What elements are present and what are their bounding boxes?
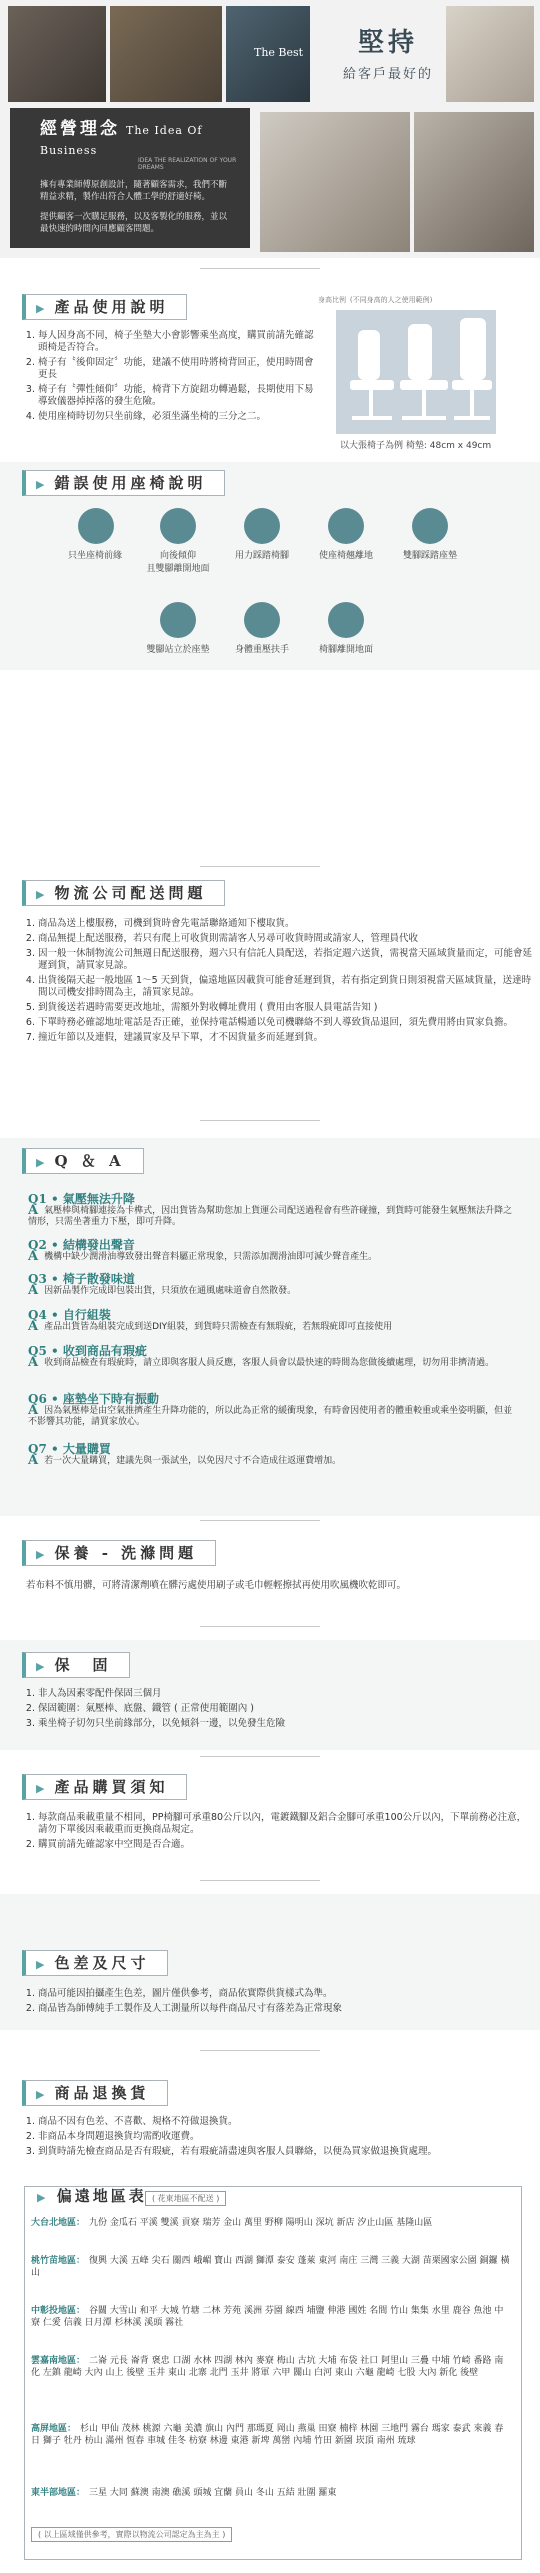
list-item: 4. 使用座椅時切勿只坐前緣，必須坐滿坐椅的三分之二。	[38, 411, 318, 423]
qa-answer: A 收到商品檢查有瑕疵時，請立即與客服人員反應，客服人員會以最快速的時間為您做後續處理，切勿用非擠清過。	[28, 1355, 495, 1370]
list-item: 1. 非人為因素零配件保固三個月	[38, 1688, 538, 1700]
icon-label: 雙腳站立於座墊	[146, 645, 210, 655]
sewing-photo	[260, 112, 410, 252]
craftsman-photo	[110, 6, 222, 102]
remote-areas-note: ( 花東地區不配送 )	[145, 2191, 226, 2206]
color-list	[22, 1988, 528, 2018]
sit-front-edge-icon	[78, 508, 114, 544]
chair-silhouette-icon	[336, 310, 496, 434]
kneel-on-seat-icon	[244, 508, 280, 544]
qa-answer: A 氣壓棒與椅腳連接為卡榫式，因出貨皆為幫助您加上貨運公司配送過程會有些許碰撞，到貨時可能發生氣壓無法升降之情形，只需坐著重力下壓，即可升降。	[28, 1203, 513, 1227]
idea-subtitle: IDEA THE REALIZATION OF YOUR DREAMS	[138, 157, 237, 171]
lean-back-icon	[160, 508, 196, 544]
list-item: 1. 商品可能因拍攝產生色差，圖片僅供參考，商品依實際供貨樣式為準。	[38, 1988, 528, 2000]
section-qa-heading: ▶ Q ＆ A	[22, 1148, 144, 1174]
qa-question: Q3 • 椅子散發味道	[28, 1272, 135, 1286]
idea-paragraph-1: 擁有專業師傅原創設計，隨著顧客需求，我們不斷精益求精，製作出符合人體工學的舒適好椅。	[40, 180, 228, 202]
office-photo	[446, 6, 534, 102]
icon-label: 向後傾仰 且雙腳離開地面	[146, 551, 210, 574]
section-purchase-heading: ▶ 產品購買須知	[22, 1774, 187, 1800]
list-item: 6. 下單時務必確認地址電話是否正確，並保持電話暢通以免司機聯絡不到人導致貨品退回，須先費用將由買家負擔。	[38, 1017, 538, 1029]
qa-answer: A 因為氣壓棒是由空氣推擠產生升降功能的，所以此為正常的緩衝現象，有時會因使用者的體重較重或乘坐姿明顯，但並不影響其功能，請買家放心。	[28, 1403, 513, 1427]
list-item: 2. 非商品本身問題退換貨均需酌收運費。	[38, 2131, 528, 2143]
section-wrong-usage-heading: ▶ 錯誤使用座椅說明	[22, 470, 225, 496]
section-warranty-heading: ▶ 保 固	[22, 1652, 130, 1678]
qa-question: Q4 • 自行組裝	[28, 1308, 111, 1322]
remote-row: 東半部地區： 三星 大同 蘇澳 南澳 礁溪 頭城 宜蘭 員山 冬山 五結 壯圍 羅東	[31, 2488, 337, 2498]
purchase-list	[22, 1812, 528, 1854]
icon-label: 椅腳離開地面	[318, 645, 373, 655]
list-item: 3. 椅子有〝彈性傾仰〞功能，椅背下方旋鈕功轉過鬆，長期使用下易導致儀器掉掉落的發生危險。	[38, 384, 318, 408]
returns-list	[22, 2116, 528, 2161]
feet-on-seat-icon	[412, 508, 448, 544]
stand-on-seat-icon	[160, 602, 196, 638]
divider	[200, 1756, 320, 1757]
icon-label: 雙腳踩踏座墊	[402, 551, 457, 561]
qa-answer: A 若一次大量購買，建議先與一張試坐，以免因尺寸不合造成往返運費增加。	[28, 1453, 342, 1468]
list-item: 1. 商品不因有色差、不喜歡、規格不符做退換貨。	[38, 2116, 528, 2128]
best-label: The Best	[254, 46, 304, 59]
remote-row: 中彰投地區： 谷關 大雪山 和平 大城 竹塘 二林 芳苑 溪洲 芬園 線西 埔鹽 伸港 國姓 名間 竹山 集集 水里 鹿谷 魚池 中寮 仁愛 信義 日月潭 杉林溪 溪頭 霧社	[31, 2306, 504, 2328]
chair-size-illustration	[336, 310, 496, 434]
list-item: 1. 每款商品乘載重量不相同，PP椅腳可承重80公斤以內，電鍍鐵腳及鋁合金腳可承重100公斤以內，下單前務必注意，請勿下單後因乘載重而更換商品規定。	[38, 1812, 528, 1836]
lean-on-armrest-icon	[244, 602, 280, 638]
section-shipping-heading: ▶ 物流公司配送問題	[22, 880, 225, 906]
qa-answer: A 機構中缺少潤滑油導致發出聲音料屬正常現象，只需添加潤滑油即可減少聲音產生。	[28, 1249, 378, 1264]
hero-title-big: 堅持	[357, 28, 418, 58]
divider	[200, 2050, 320, 2051]
divider	[200, 1626, 320, 1627]
divider	[200, 1520, 320, 1521]
list-item: 2. 椅子有〝後仰固定〞功能，建議不使用時將椅背回正，使用時間會更長	[38, 357, 318, 381]
section-care-heading: ▶ 保養 - 洗滌問題	[22, 1540, 216, 1566]
remote-row: 雲嘉南地區： 二崙 元長 崙背 褒忠 口湖 水林 四湖 林內 麥寮 梅山 古坑 大埔 布袋 社口 阿里山 三疊 中埔 竹崎 番路 南化 左鎮 龍崎 大內 山上 後壁 玉井 東山 北寨 北門 玉井 將軍 六甲 關山 白河 東山 六龜 龍崎 七股 大內 新化 後壁	[31, 2356, 504, 2378]
list-item: 3. 乘坐椅子切勿只坐前緣部分，以免傾斜一邊，以免發生危險	[38, 1718, 538, 1730]
qa-question: Q5 • 收到商品有瑕疵	[28, 1344, 147, 1358]
list-item: 5. 到貨後送若遇時需要更改地址，需額外對收轉址費用 ( 費用由客服人員電話告知 )	[38, 1002, 538, 1014]
icon-label: 只坐座椅前緣	[67, 551, 122, 561]
list-item: 3. 到貨時請先檢查商品是否有瑕疵，若有瑕疵請盡速與客服人員聯絡，以便為買家做退換貨處理。	[38, 2146, 528, 2158]
warranty-list	[22, 1688, 538, 1733]
chair-photo	[414, 112, 534, 252]
list-item: 2. 購買前請先確認家中空間是否合適。	[38, 1839, 528, 1851]
shipping-list	[22, 918, 538, 1047]
remote-areas-footnote: ( 以上區域僅供參考，實際以物流公司認定為主為主 )	[31, 2527, 232, 2542]
idea-paragraph-2: 提供顧客一次購足服務，以及客製化的服務，並以最快速的時間內回應顧客問題。	[40, 212, 228, 234]
divider	[200, 1120, 320, 1121]
remote-row: 高屏地區： 杉山 甲仙 茂林 桃源 六龜 美濃 旗山 內門 那瑪夏 岡山 燕巢 田寮 楠梓 林園 三地門 霧台 瑪家 泰武 來義 春日 獅子 牡丹 枋山 滿州 恆春 車城 佳冬 枋寮 林邊 東港 新埤 萬巒 內埔 竹田 新園 崁頂 南州 琉球	[31, 2424, 504, 2446]
chair-size-caption: 以大張椅子為例 椅墊: 48cm x 49cm	[340, 441, 492, 451]
tilt-off-ground-icon	[328, 602, 364, 638]
list-item: 4. 出貨後隔天起一般地區 1～5 天到貨，偏遠地區因載貨可能會延遲到貨，若有指定到貨日則須視當天區域貨量，送達時間以司機安排時間為主，請買家見諒。	[38, 975, 538, 999]
qa-answer: A 因新品製作完成即包裝出貨，只須放在通風處味道會自然散發。	[28, 1283, 297, 1298]
qa-question: Q7 • 大量購買	[28, 1442, 111, 1456]
hero-banner	[0, 0, 540, 258]
list-item: 7. 撞近年節以及連假，建議買家及早下單，才不因貨量多而延遲到貨。	[38, 1032, 538, 1044]
list-item: 1. 商品為送上樓服務，司機到貨時會先電話聯絡通知下樓取貨。	[38, 918, 538, 930]
section-returns-heading: ▶ 商品退換貨	[22, 2080, 168, 2106]
body-ratio-title: 身高比例 (不同身高的人之使用範例)	[318, 296, 433, 304]
knees-on-seat-icon	[328, 508, 364, 544]
care-text: 若布料不慎用髒，可將清潔劑噴在髒污處使用刷子或毛巾輕輕擦拭再使用吹風機吹乾即可。	[26, 1580, 407, 1591]
section-color-heading: ▶ 色差及尺寸	[22, 1950, 168, 1976]
icon-label: 使座椅翹離地	[318, 551, 373, 561]
workshop-photo	[8, 6, 106, 102]
business-idea-box	[10, 108, 250, 248]
qa-question: Q2 • 結構發出聲音	[28, 1238, 135, 1252]
hero-title-small: 給客戶最好的	[342, 67, 433, 82]
icon-label: 用力踩踏椅腳	[234, 551, 289, 561]
remote-row: 大台北地區： 九份 金瓜石 平溪 雙溪 貢寮 瑞芳 金山 萬里 野柳 陽明山 深坑 新店 汐止山區 基隆山區	[31, 2218, 433, 2228]
list-item: 2. 商品無提上配送服務，若只有爬上可收貨則需請客人另尋可收貨時間或請家人，管理員代收	[38, 933, 538, 945]
divider	[200, 268, 320, 269]
remote-row: 桃竹苗地區： 復興 大溪 五峰 尖石 關西 峨嵋 寶山 西湖 獅潭 泰安 蓬萊 東河 南庄 三灣 三義 大湖 苗栗國家公園 銅鑼 橫山	[31, 2256, 510, 2278]
remote-areas-box	[24, 2186, 522, 2560]
remote-areas-title: ▶ 偏遠地區表	[37, 2187, 147, 2205]
qa-question: Q1 • 氣壓無法升降	[28, 1192, 135, 1206]
best-photo	[226, 6, 310, 102]
divider	[200, 1880, 320, 1881]
icon-label: 身體重壓扶手	[234, 645, 289, 655]
list-item: 2. 保固範圍：氣壓棒、底盤、鐵管 ( 正常使用範圍內 )	[38, 1703, 538, 1715]
qa-answer: A 產品出貨皆為組裝完成到送DIY組裝，到貨時只需檢查有無瑕疵，若無瑕疵即可直接使用	[28, 1319, 393, 1334]
idea-title: 經營理念 The Idea Of Business	[40, 119, 203, 157]
list-item: 1. 每人因身高不同，椅子坐墊大小會影響乘坐高度，購買前請先確認頭椅是否符合。	[38, 330, 318, 354]
list-item: 3. 因一般一休制物流公司無週日配送服務，週六只有信託人員配送，若指定週六送貨，需視當天區域貨量而定，可能會延遲到貨，請買家見諒。	[38, 948, 538, 972]
hero-slogan	[328, 22, 448, 112]
list-item: 2. 商品皆為師傅純手工製作及人工測量所以每件商品尺寸有落差為正常現象	[38, 2003, 528, 2015]
qa-question: Q6 • 座墊坐下時有振動	[28, 1392, 159, 1406]
usage-list	[22, 330, 318, 426]
section-usage-heading: ▶ 產品使用說明	[22, 294, 187, 320]
divider	[200, 866, 320, 867]
